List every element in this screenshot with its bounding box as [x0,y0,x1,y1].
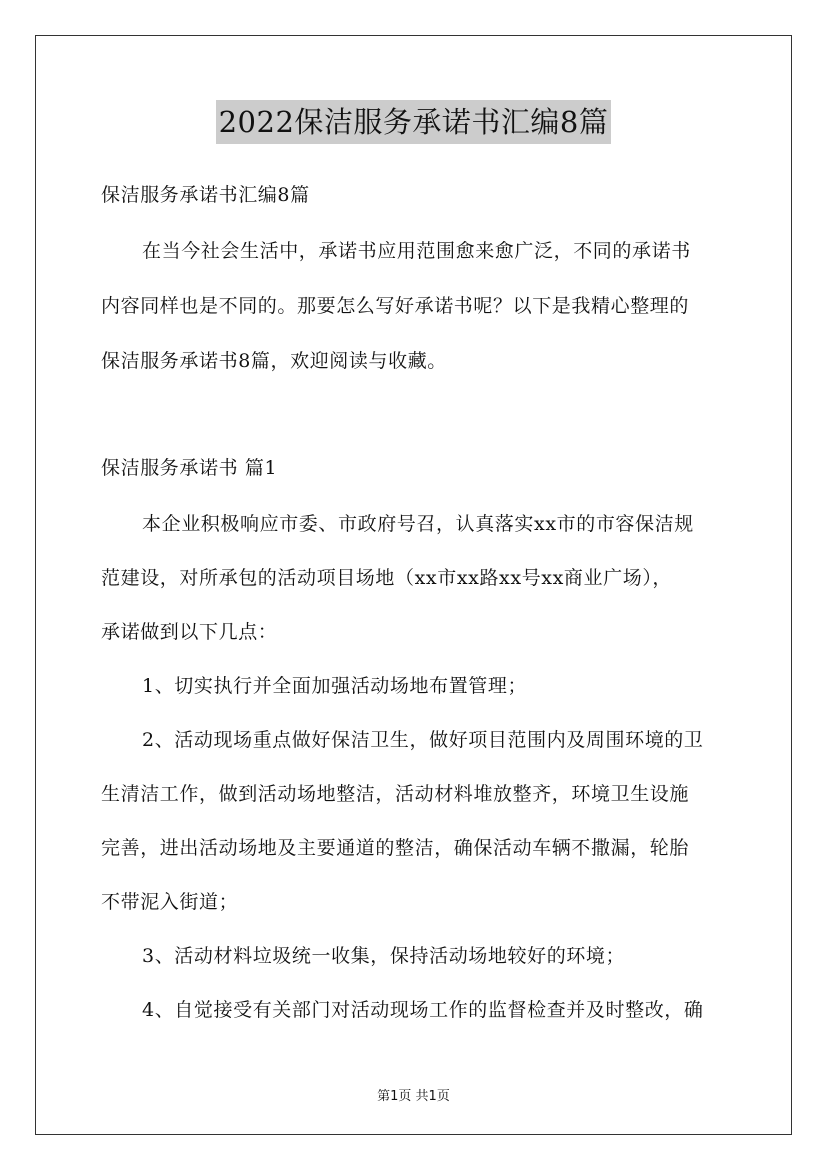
body-line-2: 范建设，对所承包的活动项目场地（xx市xx路xx号xx商业广场）， [101,567,673,589]
body-line-4: 1、切实执行并全面加强活动场地布置管理； [142,675,528,697]
intro-line-1: 在当今社会生活中，承诺书应用范围愈来愈广泛，不同的承诺书 [142,240,691,262]
title-container [0,100,827,144]
document-subtitle: 保洁服务承诺书汇编8篇 [101,184,310,206]
intro-line-3: 保洁服务承诺书8篇，欢迎阅读与收藏。 [101,350,447,372]
body-line-9: 3、活动材料垃圾统一收集，保持活动场地较好的环境； [142,945,626,967]
section-heading: 保洁服务承诺书 篇1 [101,457,278,479]
body-line-6: 生清洁工作，做到活动场地整洁，活动材料堆放整齐，环境卫生设施 [101,783,690,805]
body-line-7: 完善，进出活动场地及主要通道的整洁，确保活动车辆不撒漏，轮胎 [101,837,690,859]
page-footer: 第1页 共1页 [377,1089,450,1104]
document-title: 2022保洁服务承诺书汇编8篇 [216,100,612,144]
body-line-5: 2、活动现场重点做好保洁卫生，做好项目范围内及周围环境的卫 [142,729,704,751]
body-line-8: 不带泥入街道； [101,891,239,913]
body-line-10: 4、自觉接受有关部门对活动现场工作的监督检查并及时整改，确 [142,999,704,1021]
body-line-1: 本企业积极响应市委、市政府号召，认真落实xx市的市容保洁规 [142,513,694,535]
body-line-3: 承诺做到以下几点： [101,621,278,643]
intro-line-2: 内容同样也是不同的。那要怎么写好承诺书呢？以下是我精心整理的 [101,295,690,317]
